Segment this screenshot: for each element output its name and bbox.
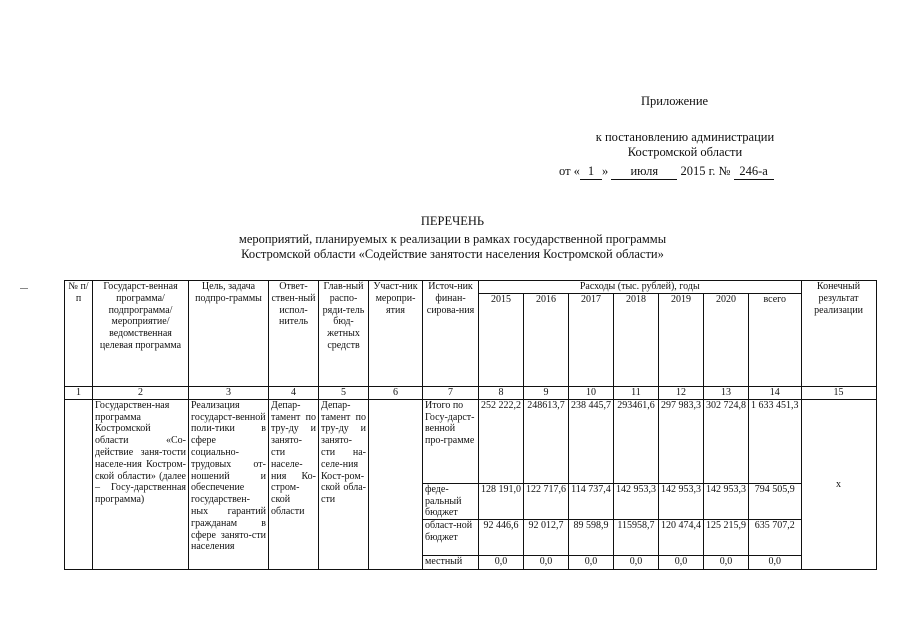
col-expenses: Расходы (тыс. рублей), годы <box>479 281 802 294</box>
value-cell: 297 983,3 <box>659 399 704 483</box>
index-cell: 1 <box>65 387 93 400</box>
value-cell: 635 707,2 <box>749 520 802 556</box>
value-cell: 0,0 <box>479 556 524 570</box>
index-cell: 8 <box>479 387 524 400</box>
value-cell: 122 717,6 <box>524 483 569 519</box>
index-cell: 15 <box>801 387 876 400</box>
index-cell: 3 <box>189 387 269 400</box>
value-cell: 794 505,9 <box>749 483 802 519</box>
col-participant: Участ-ник меропри-ятия <box>369 281 423 387</box>
index-cell: 6 <box>369 387 423 400</box>
index-cell: 2 <box>93 387 189 400</box>
year-2018: 2018 <box>614 294 659 387</box>
value-cell: 92 012,7 <box>524 520 569 556</box>
col-goal: Цель, задача подпро-граммы <box>189 281 269 387</box>
result-cell: х <box>801 399 876 569</box>
year-2019: 2019 <box>659 294 704 387</box>
decree-number: 246-а <box>734 164 774 180</box>
value-cell: 293461,6 <box>614 399 659 483</box>
col-responsible: Ответ-ствен-ный испол-нитель <box>269 281 319 387</box>
value-cell: 1 633 451,3 <box>749 399 802 483</box>
row-num-cell <box>65 399 93 569</box>
goal-cell: Реализация государст-венной поли-тики в сфере социально-трудовых от-ношений и обеспечение государствен-ных гарантий гражданам в сфере занято-сти населения <box>189 399 269 569</box>
year-2017: 2017 <box>569 294 614 387</box>
index-cell: 9 <box>524 387 569 400</box>
value-cell: 248613,7 <box>524 399 569 483</box>
index-cell: 4 <box>269 387 319 400</box>
index-cell: 14 <box>749 387 802 400</box>
value-cell: 142 953,3 <box>659 483 704 519</box>
value-cell: 0,0 <box>659 556 704 570</box>
value-cell: 125 215,9 <box>704 520 749 556</box>
value-cell: 120 474,4 <box>659 520 704 556</box>
col-program: Государст-венная программа/ подпрограмма/ мероприятие/ ведомственная целевая программа <box>93 281 189 387</box>
source-cell: феде-ральный бюджет <box>423 483 479 519</box>
value-cell: 128 191,0 <box>479 483 524 519</box>
date-day: 1 <box>580 164 602 180</box>
year-total: всего <box>749 294 802 387</box>
value-cell: 0,0 <box>749 556 802 570</box>
index-cell: 5 <box>319 387 369 400</box>
document-subtitle-1: мероприятий, планируемых к реализации в рамках государственной программы <box>238 232 667 246</box>
date-prefix: от « <box>559 164 580 178</box>
table-row <box>65 399 877 483</box>
col-num: № п/п <box>65 281 93 387</box>
index-cell: 11 <box>614 387 659 400</box>
year-2015: 2015 <box>479 294 524 387</box>
year-2016: 2016 <box>524 294 569 387</box>
date-month: июля <box>611 164 677 180</box>
decree-line2: Костромской области <box>627 145 743 159</box>
margin-mark <box>20 288 28 289</box>
date-sep: » <box>601 164 609 178</box>
index-cell: 13 <box>704 387 749 400</box>
source-cell: местный <box>423 556 479 570</box>
index-row <box>65 387 877 400</box>
value-cell: 0,0 <box>704 556 749 570</box>
program-cell: Государствен-ная программа Костромской области «Со-действие заня-тости населе-ния Костром-ской области» (далее – Госу-дарственная программа) <box>93 399 189 569</box>
header-row <box>65 281 877 294</box>
measures-table <box>64 280 877 570</box>
value-cell: 142 953,3 <box>704 483 749 519</box>
col-source: Источ-ник финан-сирова-ния <box>423 281 479 387</box>
value-cell: 252 222,2 <box>479 399 524 483</box>
value-cell: 114 737,4 <box>569 483 614 519</box>
value-cell: 115958,7 <box>614 520 659 556</box>
appendix-label: Приложение <box>641 94 709 108</box>
value-cell: 0,0 <box>569 556 614 570</box>
col-result: Конечный результат реализации <box>801 281 876 387</box>
value-cell: 89 598,9 <box>569 520 614 556</box>
decree-date <box>559 164 774 180</box>
source-cell: Итого по Госу-дарст-венной про-грамме <box>423 399 479 483</box>
index-cell: 7 <box>423 387 479 400</box>
participant-cell <box>369 399 423 569</box>
value-cell: 92 446,6 <box>479 520 524 556</box>
document-subtitle-2: Костромской области «Содействие занятости населения Костромской области» <box>241 247 664 261</box>
index-cell: 12 <box>659 387 704 400</box>
responsible-cell: Депар-тамент по тру-ду и занято-сти населе-ния Ко-стром-ской области <box>269 399 319 569</box>
value-cell: 238 445,7 <box>569 399 614 483</box>
col-manager: Глав-ный распо-ряди-тель бюд-жетных средств <box>319 281 369 387</box>
index-cell: 10 <box>569 387 614 400</box>
value-cell: 302 724,8 <box>704 399 749 483</box>
value-cell: 0,0 <box>614 556 659 570</box>
year-2020: 2020 <box>704 294 749 387</box>
manager-cell: Депар-тамент по тру-ду и занято-сти на-селе-ния Кост-ром-ской обла-сти <box>319 399 369 569</box>
value-cell: 142 953,3 <box>614 483 659 519</box>
value-cell: 0,0 <box>524 556 569 570</box>
decree-line1: к постановлению администрации <box>595 130 775 144</box>
date-year: 2015 г. № <box>680 164 731 178</box>
source-cell: област-ной бюджет <box>423 520 479 556</box>
document-heading: ПЕРЕЧЕНЬ <box>420 214 485 228</box>
